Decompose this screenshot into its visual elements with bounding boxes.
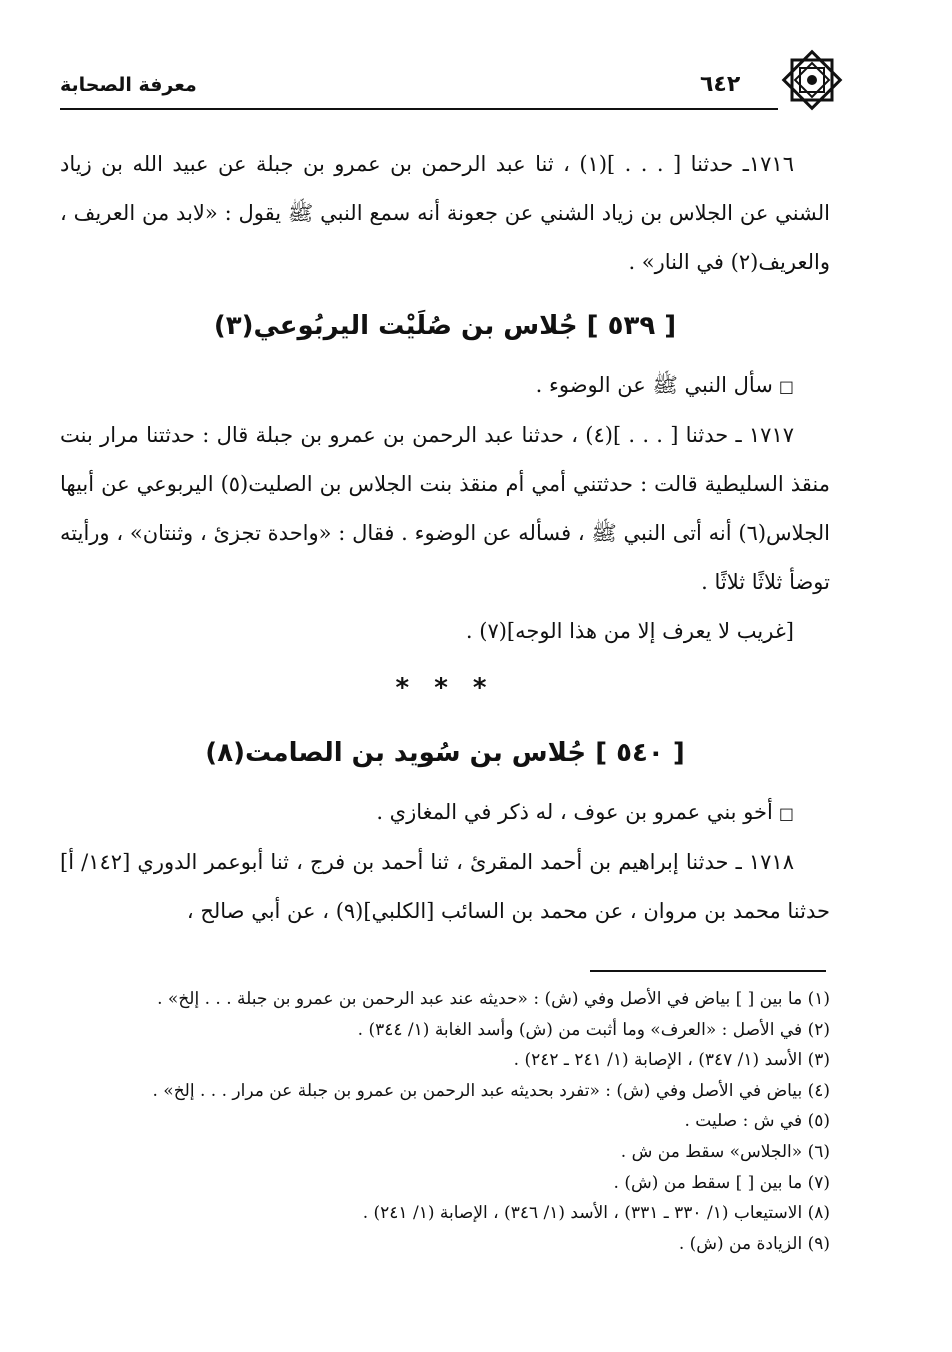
gharib-note: [غريب لا يعرف إلا من هذا الوجه](٧) . <box>465 619 794 643</box>
footnote-1: (١) ما بين [ ] بياض في الأصل وفي (ش) : «حديثه عند عبد الرحمن بن عمرو بن جبلة . . . إلخ» . <box>157 989 830 1009</box>
main-text <box>60 140 830 936</box>
box-marker-icon: □ <box>778 804 794 823</box>
footnote-7: (٧) ما بين [ ] سقط من (ش) . <box>613 1172 830 1193</box>
entry-note-539 <box>60 361 830 411</box>
hadith-1718: ١٧١٨ ـ حدثنا إبراهيم بن أحمد المقرئ ، ثنا أحمد بن فرج ، ثنا أبوعمر الدوري [١٤٢/ أ] حدثنا محمد بن مروان ، عن محمد بن السائب [الكلبي](٩) ، عن أبي صالح ، <box>60 850 830 923</box>
box-marker-icon: □ <box>778 377 794 396</box>
footnote-2: (٢) في الأصل : «العرف» وما أثبت من (ش) وأسد الغابة (١/ ٣٤٤) . <box>357 1019 830 1040</box>
footnote-9: (٩) الزيادة من (ش) . <box>678 1233 830 1254</box>
page-number: ٦٤٢ <box>700 72 741 97</box>
header-rule <box>60 108 778 110</box>
footnote-5: (٥) في ش : صليت . <box>684 1111 830 1132</box>
section-separator: * * * <box>395 673 495 703</box>
page-header <box>60 62 830 110</box>
entry-heading-540: [ ٥٤٠ ] جُلاس بن سُويد بن الصامت(٨) <box>205 738 685 768</box>
hadith-1716: ١٧١٦ـ حدثنا [ . . . ](١) ، ثنا عبد الرحمن بن عمرو بن جبلة عن عبيد الله بن زياد الشني عن الجلاس بن زياد الشني عن جعونة أنه سمع النبي ﷺ يقول : «لابد من العريف ، والعريف(٢) في النار» . <box>60 152 830 274</box>
entry-note-540-text: أخو بني عمرو بن عوف ، له ذكر في المغازي . <box>376 800 773 824</box>
entry-heading-539: [ ٥٣٩ ] جُلاس بن صُلَيْت اليربُوعي(٣) <box>213 311 677 341</box>
footnote-3: (٣) الأسد (١/ ٣٤٧) ، الإصابة (١/ ٢٤١ ـ ٢٤٢) . <box>513 1050 830 1071</box>
footnote-4: (٤) بياض في الأصل وفي (ش) : «تفرد بحديثه عبد الرحمن بن عمرو بن جبلة عن مرار . . . إلخ» . <box>152 1080 830 1101</box>
running-title: معرفة الصحابة <box>60 74 197 96</box>
hadith-1717: ١٧١٧ ـ حدثنا [ . . . ](٤) ، حدثنا عبد الرحمن بن عمرو بن جبلة قال : حدثتنا مرار بنت منقذ السليطية قالت : حدثتني أمي أم منقذ بنت الجلاس بن الصليت(٥) اليربوعي عن أبيها الجلاس(٦) أنه أتى النبي ﷺ ، فسأله عن الوضوء . فقال : «واحدة تجزئ ، وثنتان» ، ورأيته توضأ ثلاثًا ثلاثًا . <box>60 423 830 594</box>
octagram-ornament-icon <box>776 44 848 116</box>
entry-note-540 <box>60 788 830 838</box>
entry-note-539-text: سأل النبي ﷺ عن الوضوء . <box>535 373 773 397</box>
footnotes <box>60 984 830 1259</box>
footnote-6: (٦) «الجلاس» سقط من ش . <box>620 1141 830 1162</box>
footnote-rule <box>590 970 826 972</box>
footnote-8: (٨) الاستيعاب (١/ ٣٣٠ ـ ٣٣١) ، الأسد (١/ ٣٤٦) ، الإصابة (١/ ٢٤١) . <box>362 1203 830 1224</box>
